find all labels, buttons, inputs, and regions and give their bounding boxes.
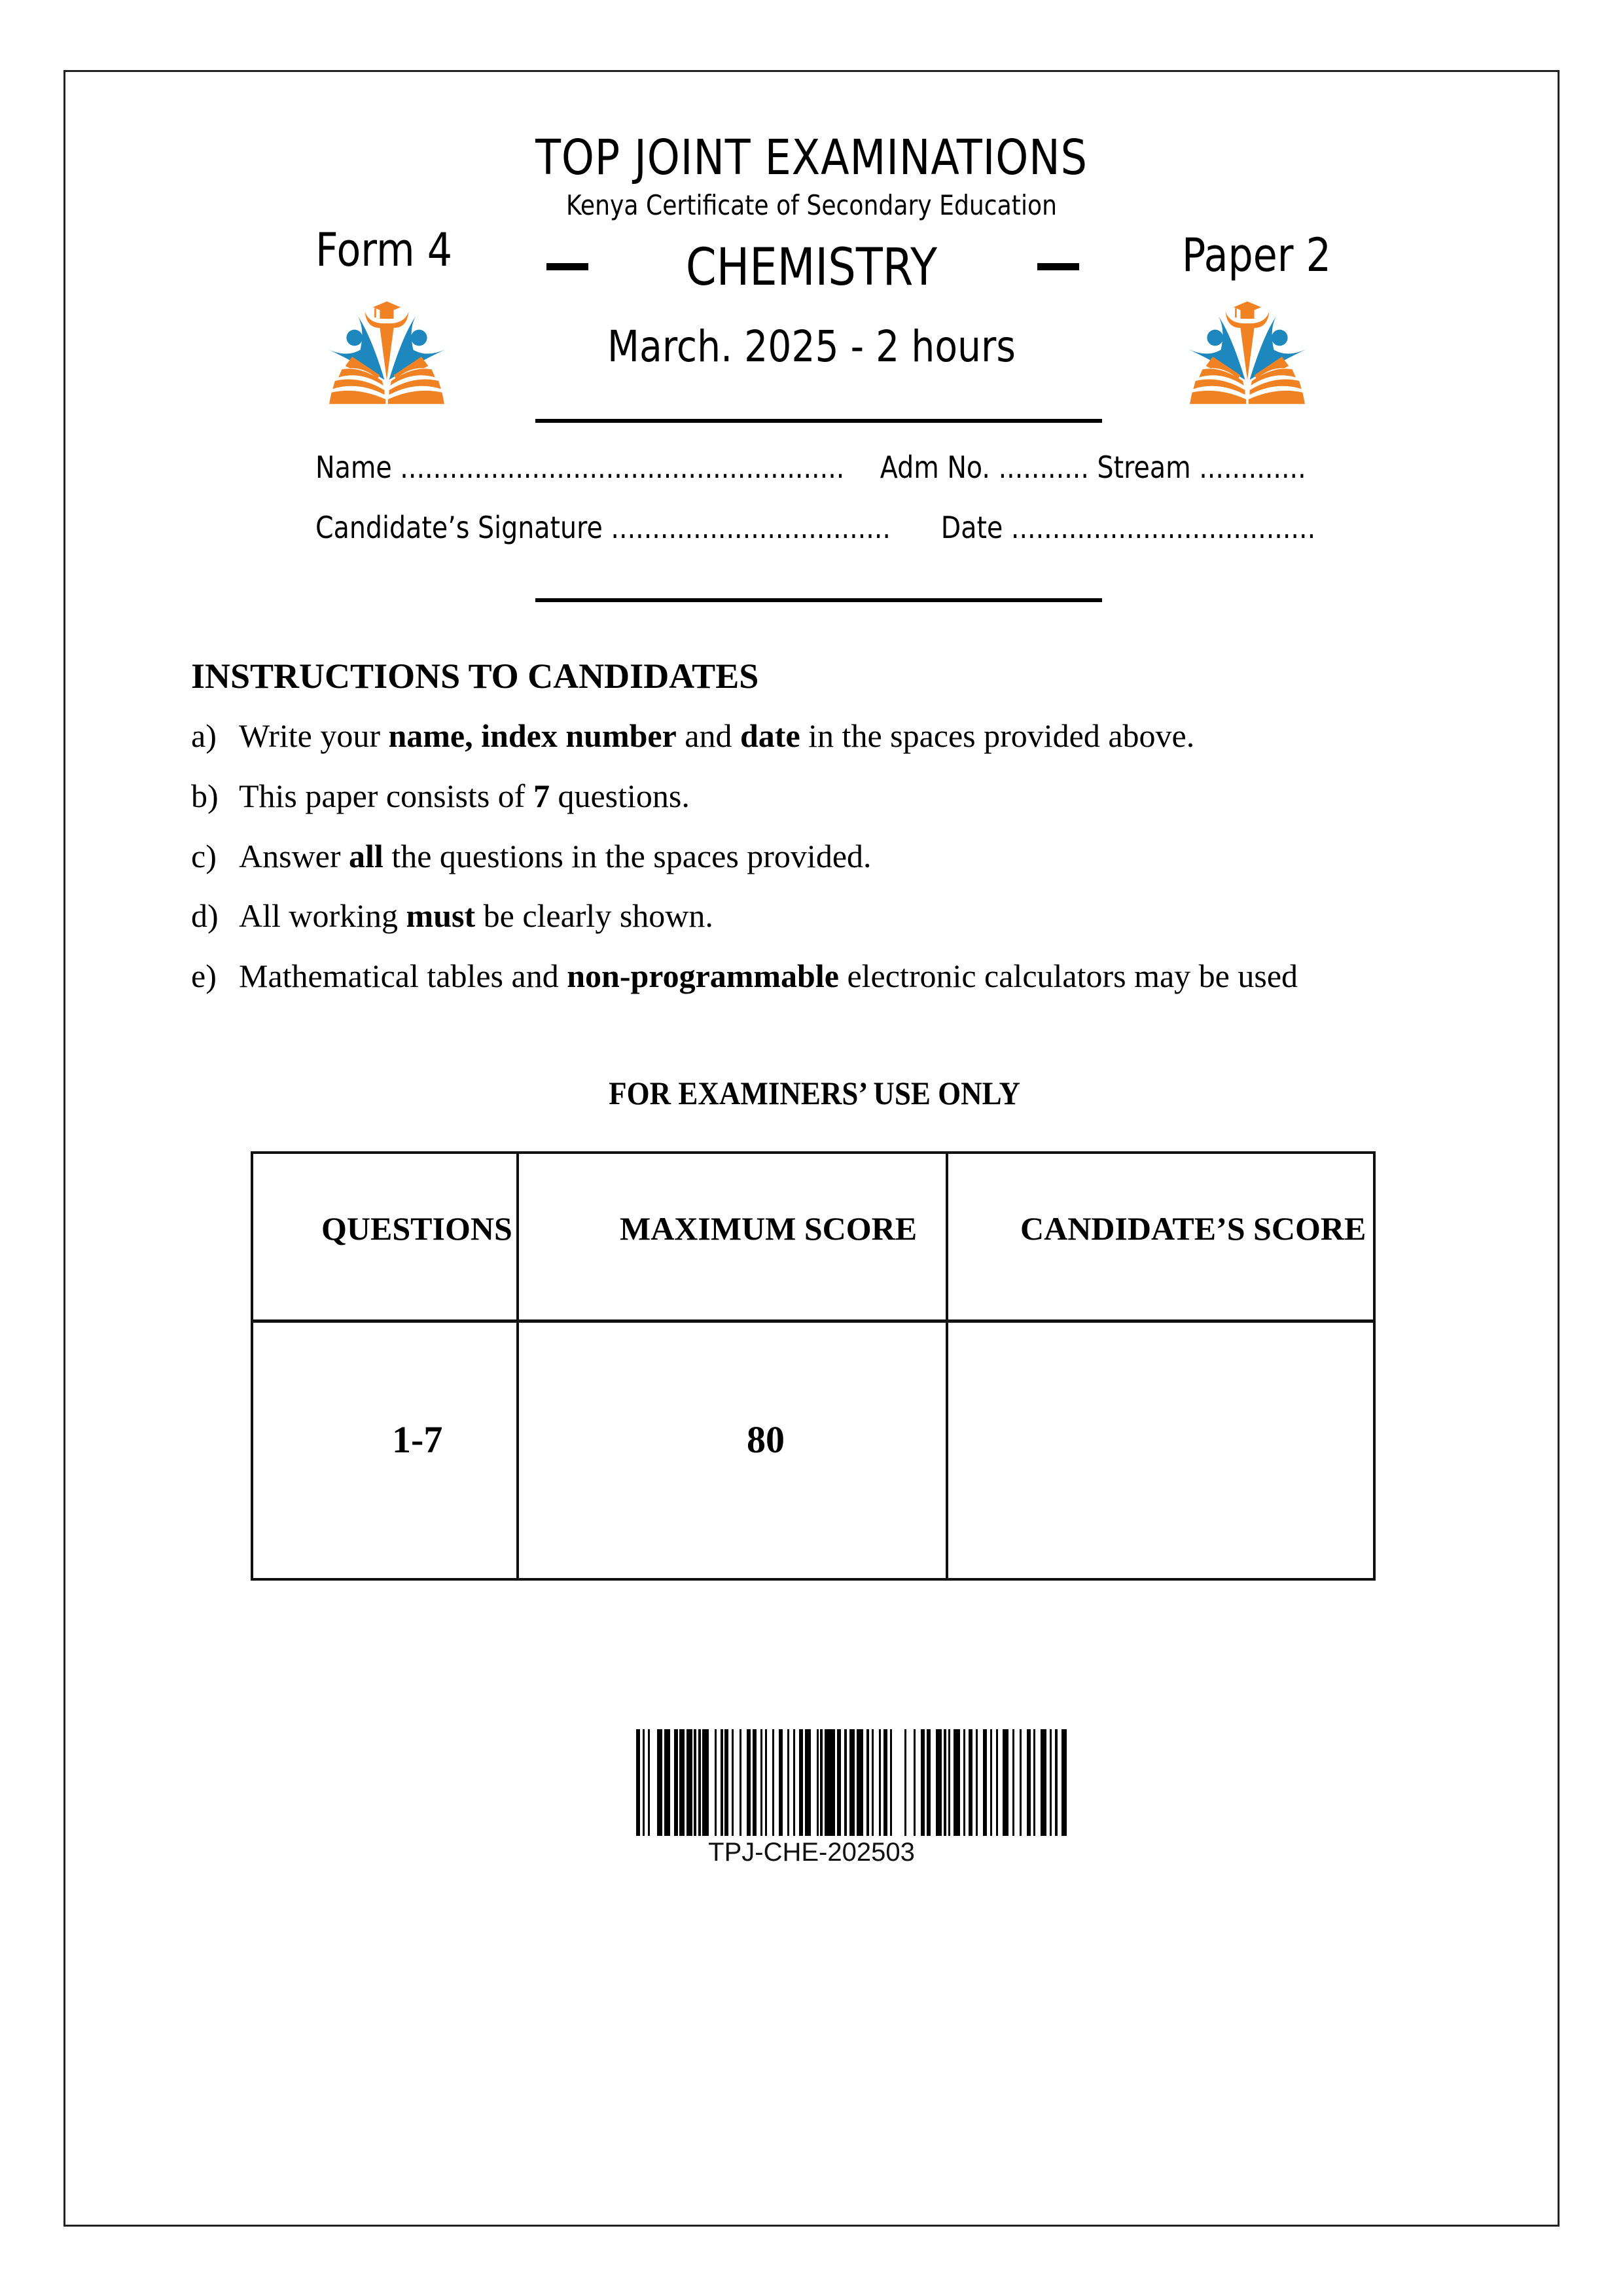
paper-number: Paper 2 (1182, 228, 1331, 282)
instruction-text: electronic calculators may be used (838, 958, 1298, 994)
instruction-item (191, 896, 713, 935)
instruction-item (191, 716, 1194, 755)
exam-date-duration: March. 2025 - 2 hours (607, 321, 1016, 372)
instruction-text: Mathematical tables and (239, 958, 567, 994)
divider-rule-top (535, 419, 1102, 423)
candidate-score-cell[interactable] (986, 1331, 1359, 1573)
page-border (63, 70, 1560, 2227)
date-field[interactable]: ..................................... (1010, 510, 1316, 545)
instruction-text: Write your (239, 717, 389, 754)
instruction-text: Answer (239, 838, 349, 874)
barcode-icon (636, 1729, 1068, 1836)
name-field[interactable]: ...................................................... (400, 450, 845, 485)
divider-rule-bottom (535, 598, 1102, 602)
instruction-item (191, 776, 690, 816)
column-header-candidate-score: CANDIDATE’S SCORE (1020, 1210, 1366, 1247)
instruction-emphasis: date (740, 717, 800, 754)
candidate-fields-row-1 (315, 449, 1306, 486)
table-column-divider (516, 1154, 519, 1578)
instruction-label: e) (191, 958, 217, 994)
instruction-text: questions. (549, 778, 690, 814)
date-label: Date (940, 510, 1003, 545)
form-level: Form 4 (315, 223, 453, 277)
adm-no-label: Adm No. (880, 450, 991, 485)
name-label: Name (315, 450, 392, 485)
instruction-emphasis: all (349, 838, 383, 874)
instruction-emphasis: name, (388, 717, 473, 754)
signature-label: Candidate’s Signature (315, 510, 603, 545)
barcode-code: TPJ-CHE-202503 (708, 1838, 915, 1867)
instructions-heading: INSTRUCTIONS TO CANDIDATES (191, 656, 759, 696)
instruction-label: a) (191, 717, 217, 754)
signature-field[interactable]: .................................. (611, 510, 891, 545)
instruction-text (473, 717, 482, 754)
adm-no-field[interactable]: ........... (998, 450, 1089, 485)
subject-title: CHEMISTRY (685, 238, 938, 297)
instruction-emphasis: 7 (533, 778, 550, 814)
examiners-heading: FOR EXAMINERS’ USE ONLY (609, 1075, 1021, 1111)
instruction-text: be clearly shown. (475, 897, 713, 934)
instruction-emphasis: non-programmable (567, 958, 839, 994)
examiners-score-table (251, 1151, 1376, 1581)
instruction-text: in the spaces provided above. (800, 717, 1195, 754)
exam-body-title: TOP JOINT EXAMINATIONS (535, 130, 1088, 186)
dash-right (1037, 263, 1079, 270)
instruction-label: c) (191, 838, 217, 874)
table-column-divider (946, 1154, 948, 1578)
instruction-emphasis: must (406, 897, 476, 934)
instruction-label: b) (191, 778, 219, 814)
instruction-item (191, 836, 872, 876)
stream-field[interactable]: ............. (1199, 450, 1306, 485)
table-row-divider (253, 1319, 1373, 1323)
stream-label: Stream (1097, 450, 1191, 485)
instruction-text: and (676, 717, 740, 754)
instruction-text: This paper consists of (239, 778, 533, 814)
maximum-score-cell: 80 (747, 1418, 785, 1461)
column-header-questions: QUESTIONS (321, 1210, 512, 1247)
instruction-text: All working (239, 897, 406, 934)
instruction-item (191, 956, 1298, 996)
questions-range-cell: 1-7 (392, 1418, 443, 1461)
instruction-emphasis: index number (481, 717, 677, 754)
candidate-fields-row-2 (315, 509, 1315, 546)
column-header-maximum-score: MAXIMUM SCORE (620, 1210, 918, 1247)
instruction-label: d) (191, 897, 219, 934)
exam-body-subtitle: Kenya Certificate of Secondary Education (565, 189, 1057, 221)
instruction-text: the questions in the spaces provided. (383, 838, 872, 874)
